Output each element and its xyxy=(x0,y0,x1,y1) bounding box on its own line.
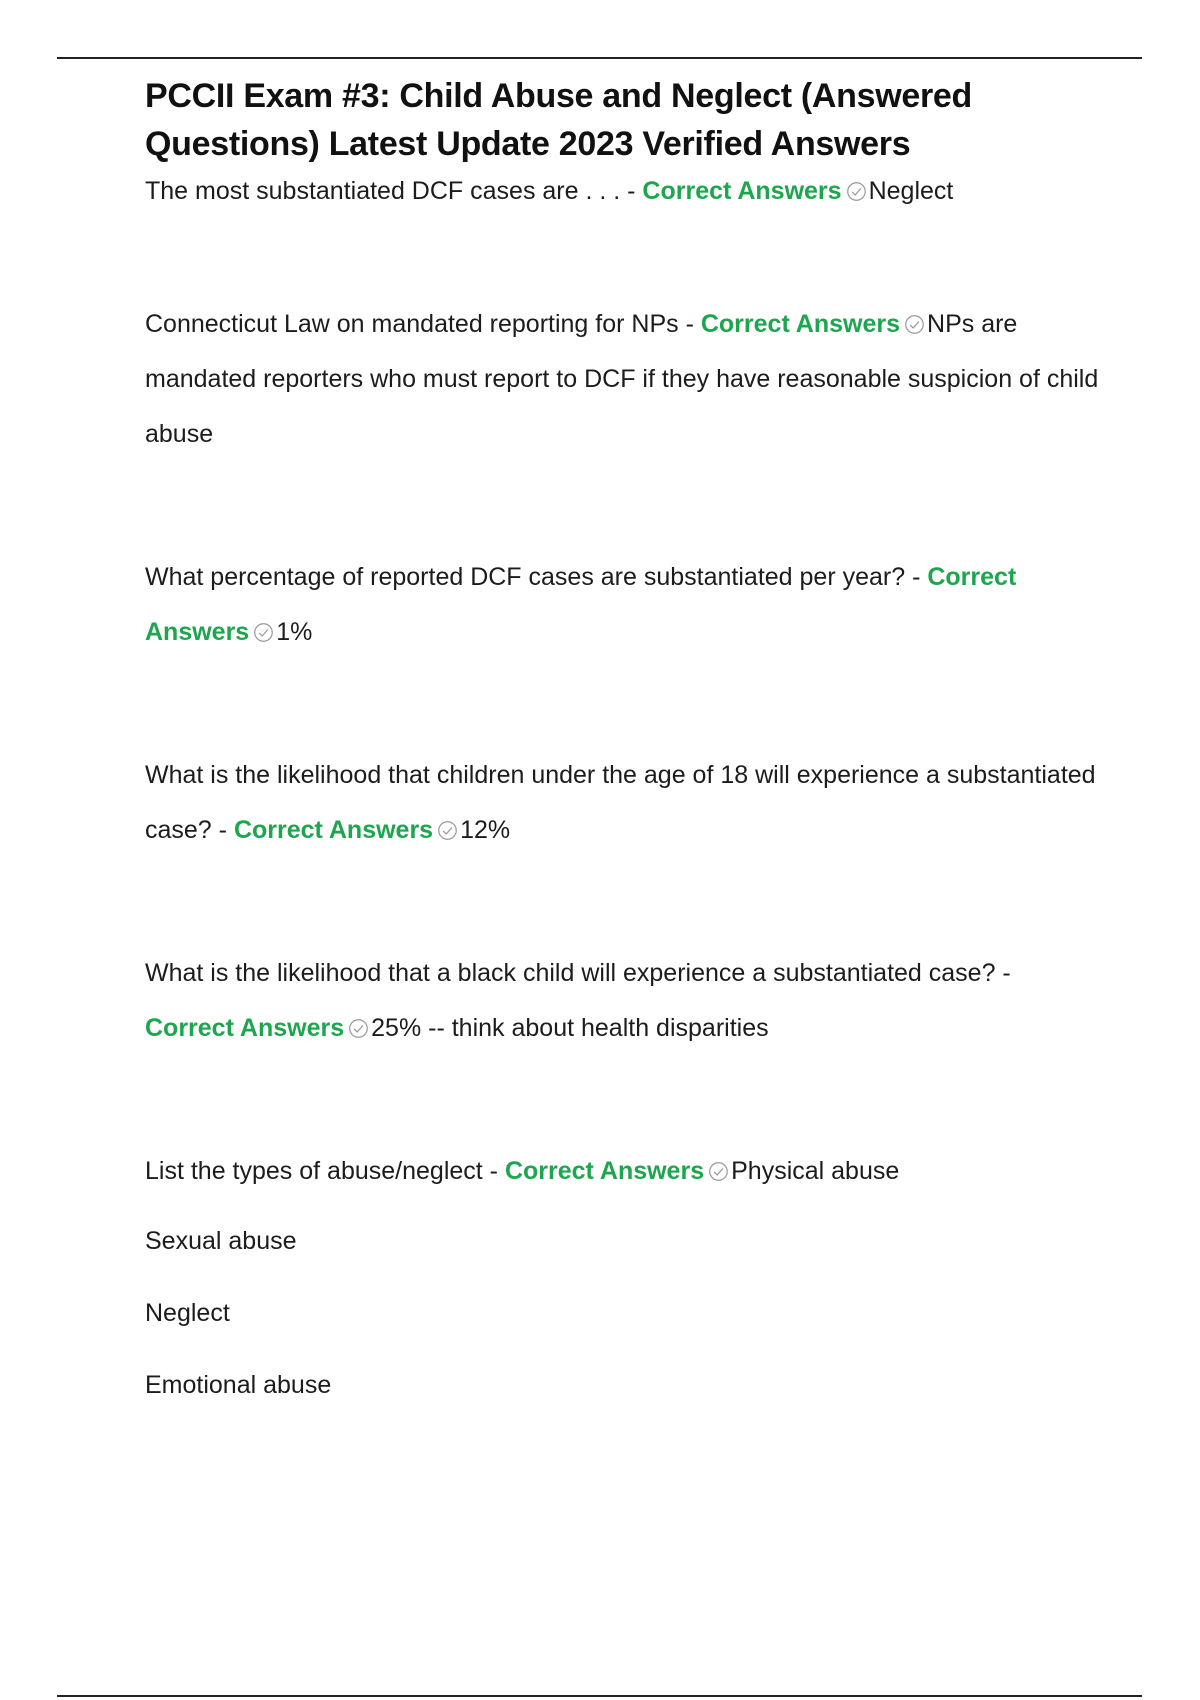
answer-text: Physical abuse xyxy=(731,1157,900,1185)
question-text: Connecticut Law on mandated reporting for NPs - xyxy=(145,310,694,338)
check-circle-icon xyxy=(348,1018,369,1039)
question-text: What percentage of reported DCF cases are substantiated per year? - xyxy=(145,563,921,591)
answer-list-item: Neglect xyxy=(145,1299,230,1327)
answer-list-item: Emotional abuse xyxy=(145,1371,332,1399)
qa-item-5 xyxy=(145,946,1105,1056)
correct-answers-label: Correct Answers xyxy=(504,1157,705,1185)
qa-item-1 xyxy=(145,164,1105,219)
correct-answers-label: Correct Answers xyxy=(233,816,434,844)
document-title: PCCII Exam #3: Child Abuse and Neglect (Answered Questions) Latest Update 2023 Verified Answers xyxy=(145,77,972,163)
correct-answers-label: Correct Answers xyxy=(700,310,901,338)
answer-text: 12% xyxy=(460,816,511,844)
check-circle-icon xyxy=(253,622,274,643)
document-body xyxy=(145,72,1105,1400)
check-circle-icon xyxy=(437,820,458,841)
qa-item-3 xyxy=(145,550,1105,660)
correct-answers-label: Correct Answers xyxy=(642,177,842,205)
correct-answers-label: Correct Answers xyxy=(145,563,1017,646)
answer-list-item: Sexual abuse xyxy=(145,1227,297,1255)
qa-item-6 xyxy=(145,1144,1105,1199)
answer-text: 1% xyxy=(276,618,313,646)
top-rule xyxy=(57,57,1142,59)
correct-answers-label: Correct Answers xyxy=(145,1014,345,1042)
bottom-rule xyxy=(57,1695,1142,1697)
answer-text: Neglect xyxy=(868,177,954,205)
question-text: List the types of abuse/neglect - xyxy=(145,1157,498,1185)
question-text: What is the likelihood that children under the age of 18 will experience a substantiated case? - xyxy=(145,761,1096,844)
answer-text: NPs are mandated reporters who must report to DCF if they have reasonable suspicion of child abuse xyxy=(145,310,1099,448)
question-text: What is the likelihood that a black child will experience a substantiated case? - xyxy=(145,959,1011,987)
check-circle-icon xyxy=(904,314,925,335)
qa-item-4 xyxy=(145,748,1105,858)
question-text: The most substantiated DCF cases are . . . - xyxy=(145,177,636,205)
check-circle-icon xyxy=(708,1161,729,1182)
qa-item-2 xyxy=(145,297,1105,462)
check-circle-icon xyxy=(846,181,867,202)
answer-text: 25% -- think about health disparities xyxy=(371,1014,769,1042)
